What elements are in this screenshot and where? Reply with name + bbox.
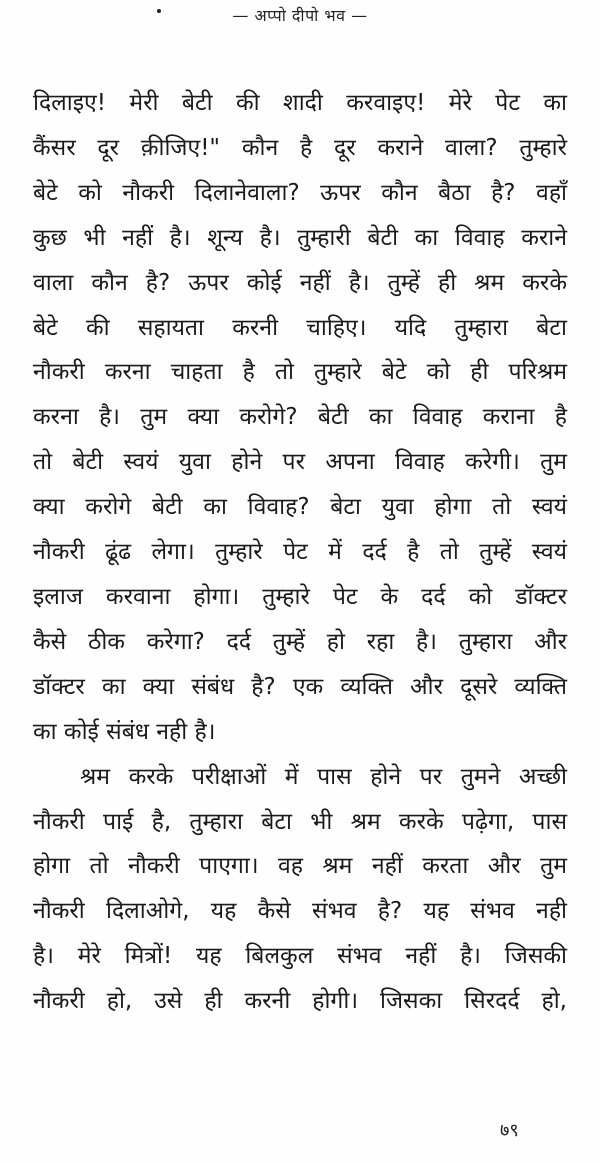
text-line: क्या करोगे बेटी का विवाह? बेटा युवा होगा तो स्वयं <box>33 494 567 521</box>
text-line: बेटे की सहायता करनी चाहिए। यदि तुम्हारा बेटा <box>33 314 567 341</box>
page-number: ७९ <box>500 1120 519 1141</box>
text-line: दिलाइए! मेरी बेटी की शादी करवाइए! मेरे पेट का <box>33 90 567 116</box>
text-line: बेटे को नौकरी दिलानेवाला? ऊपर कौन बैठा है? वहाँ <box>33 179 567 206</box>
text-line: नौकरी दिलाओगे, यह कैसे संभव है? यह संभव नही <box>33 898 567 925</box>
text-line: नौकरी ढूंढ लेगा। तुम्हारे पेट में दर्द है तो तुम्हें स्वयं <box>33 539 567 566</box>
text-line: इलाज करवाना होगा। तुम्हारे पेट के दर्द को डॉक्टर <box>33 583 567 610</box>
text-line: डॉक्टर का क्या संबंध है? एक व्यक्ति और दूसरे व्यक्ति <box>33 673 567 700</box>
text-line: वाला कौन है? ऊपर कोई नहीं है। तुम्हें ही श्रम करके <box>33 269 567 296</box>
text-line: श्रम करके परीक्षाओं में पास होने पर तुमने अच्छी <box>80 763 567 790</box>
text-line: कुछ भी नहीं है। शून्य है। तुम्हारी बेटी का विवाह कराने <box>33 224 567 251</box>
text-line: नौकरी पाई है, तुम्हारा बेटा भी श्रम करके पढ़ेगा, पास <box>33 808 567 835</box>
text-line: तो बेटी स्वयं युवा होने पर अपना विवाह करेगी। तुम <box>33 449 567 476</box>
text-line: का कोई संबंध नही है। <box>33 718 216 745</box>
text-line: नौकरी करना चाहता है तो तुम्हारे बेटे को ही परिश्रम <box>33 359 567 386</box>
body-text <box>33 81 567 1024</box>
text-line: कैसे ठीक करेगा? दर्द तुम्हें हो रहा है। तुम्हारा और <box>33 628 567 655</box>
text-line: करना है। तुम क्या करोगे? बेटी का विवाह कराना है <box>33 404 567 431</box>
text-line: नौकरी हो, उसे ही करनी होगी। जिसका सिरदर्द हो, <box>33 988 567 1015</box>
text-line: कैंसर दूर क़ीजिए!" कौन है दूर कराने वाला? तुम्हारे <box>33 134 567 161</box>
running-header: — अप्पो दीपो भव — <box>232 6 368 25</box>
text-line: है। मेरे मित्रों! यह बिलकुल संभव नहीं है। जिसकी <box>33 943 567 970</box>
text-line: होगा तो नौकरी पाएगा। वह श्रम नहीं करता और तुम <box>33 853 567 880</box>
